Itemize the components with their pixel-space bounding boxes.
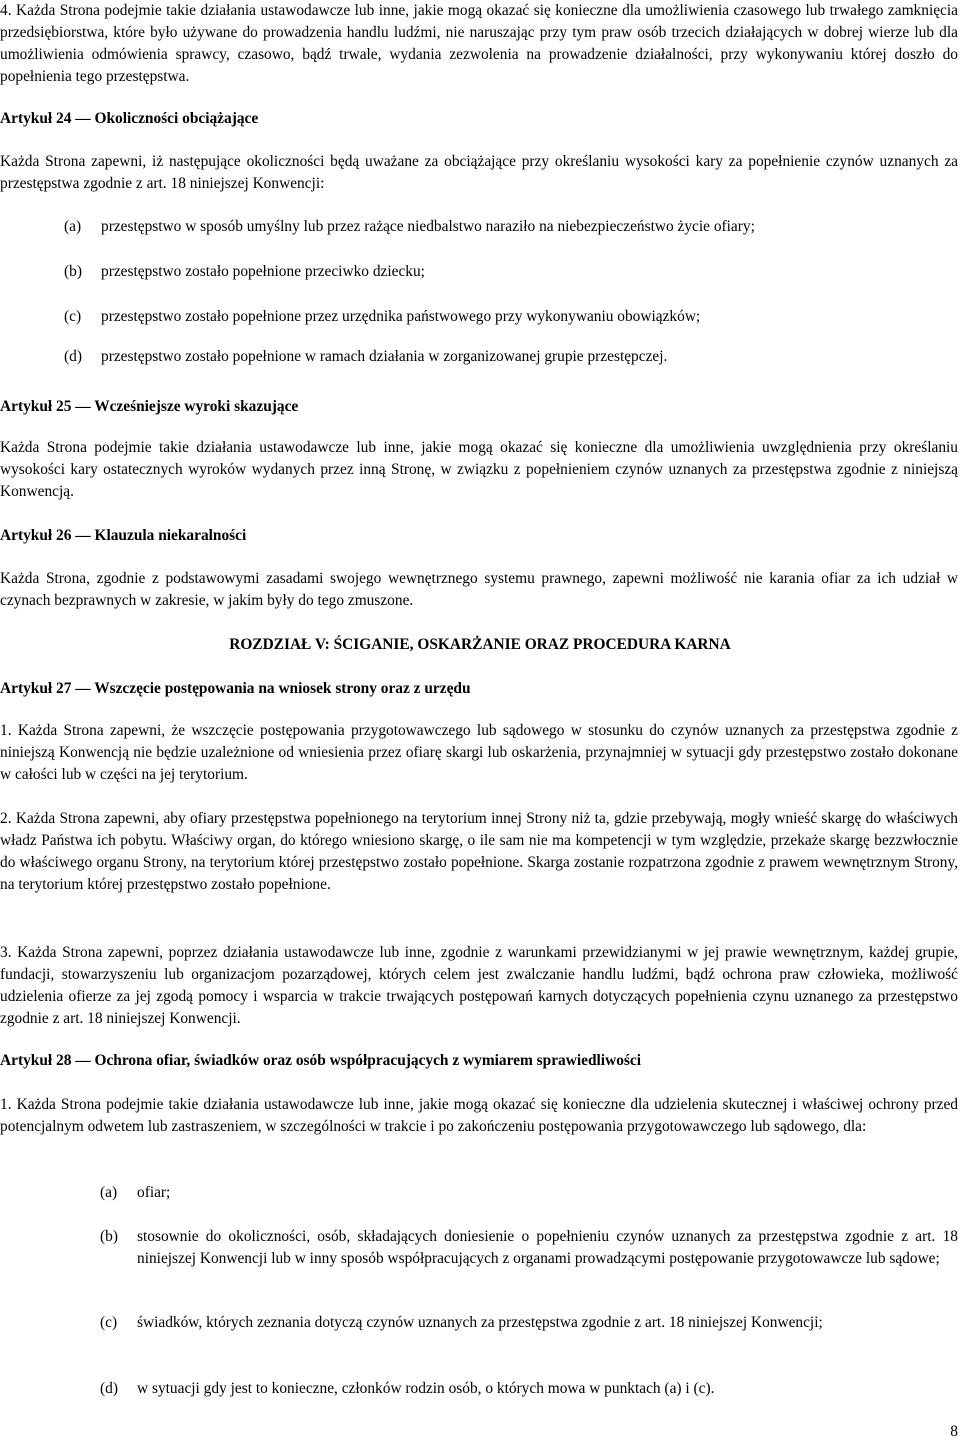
article-26-text: Każda Strona, zgodnie z podstawowymi zasadami swojego wewnętrznego systemu prawnego, zapewni możliwość nie karania ofiar za ich udział w czynach bezprawnych w zakresie, w jakim były do tego zmuszone.	[0, 570, 958, 609]
list-item-label: (b)	[64, 263, 82, 280]
article-27-paragraph-1: 1. Każda Strona zapewni, że wszczęcie postępowania przygotowawczego lub sądowego w stosunku do czynów uznanych za przestępstwa zgodnie z niniejszą Konwencją nie będzie uzależnione od wniesienia przez ofiarę skargi lub oskarżenia, przynajmniej w sytuacji gdy przestępstwo zostało dokonane w całości lub w części na jej terytorium.	[0, 722, 958, 783]
list-item-text: ofiar;	[137, 1184, 171, 1201]
article-25-text: Każda Strona podejmie takie działania ustawodawcze lub inne, jakie mogą okazać się konieczne dla umożliwienia uwzględnienia przy określaniu wysokości kary ostatecznych wyroków wydanych przez inną Stronę, w związku z popełnieniem czynów uznanych za przestępstwa zgodnie z niniejszą Konwencją.	[0, 439, 958, 500]
list-item-text: przestępstwo zostało popełnione przeciwko dziecku;	[101, 263, 425, 280]
list-item-text: w sytuacji gdy jest to konieczne, członków rodzin osób, o których mowa w punktach (a) i (c).	[137, 1380, 715, 1397]
list-item-text: przestępstwo zostało popełnione w ramach działania w zorganizowanej grupie przestępczej.	[101, 348, 668, 365]
list-item-label: (a)	[100, 1184, 118, 1201]
list-item-label: (c)	[64, 308, 82, 325]
article-27-paragraph-3: 3. Każda Strona zapewni, poprzez działania ustawodawcze lub inne, zgodnie z warunkami przewidzianymi w jej prawie wewnętrznym, każdej grupie, fundacji, stowarzyszeniu lub organizacjom pozarządowej, których celem jest zwalczanie handlu ludźmi, bądź ochrona praw człowieka, możliwość udzielenia ofierze za jej zgodą pomocy i wsparcia w trakcie trwających postępowań karnych dotyczących popełnienia czynu uznanego za przestępstwo zgodnie z art. 18 niniejszej Konwencji.	[0, 944, 958, 1027]
list-item-text: przestępstwo zostało popełnione przez urzędnika państwowego przy wykonywaniu obowiązków;	[101, 308, 701, 325]
list-item-label: (d)	[100, 1380, 118, 1397]
article-24-intro: Każda Strona zapewni, iż następujące okoliczności będą uważane za obciążające przy określaniu wysokości kary za popełnienie czynów uznanych za przestępstwa zgodnie z art. 18 niniejszej Konwencji:	[0, 153, 958, 192]
list-item-text: przestępstwo w sposób umyślny lub przez rażące niedbalstwo naraziło na niebezpieczeństwo życie ofiary;	[101, 218, 755, 235]
list-item-label: (d)	[64, 348, 82, 365]
list-item-text: stosownie do okoliczności, osób, składających doniesienie o popełnieniu czynów uznanych za przestępstwa zgodnie z art. 18 niniejszej Konwencji lub w inny sposób współpracujących z organami prowadzącymi postępowanie przygotowawcze lub sądowe;	[137, 1228, 958, 1267]
article-28-intro: 1. Każda Strona podejmie takie działania ustawodawcze lub inne, jakie mogą okazać się konieczne dla udzielenia skutecznej i właściwej ochrony przed potencjalnym odwetem lub zastraszeniem, w szczególności w trakcie i po zakończeniu postępowania przygotowawczego lub sądowego, dla:	[0, 1096, 958, 1135]
article-26-heading: Artykuł 26 — Klauzula niekaralności	[0, 527, 247, 544]
article-25-heading: Artykuł 25 — Wcześniejsze wyroki skazujące	[0, 398, 299, 415]
article-27-paragraph-2: 2. Każda Strona zapewni, aby ofiary przestępstwa popełnionego na terytorium innej Strony niż ta, gdzie przebywają, mogły wnieść skargę do właściwych władz Państwa ich pobytu. Właściwy organ, do którego wniesiono skargę, o ile sam nie ma kompetencji w tym względzie, przekaże skargę bezzwłocznie do właściwego organu Strony, na terytorium której przestępstwo zostało popełnione. Skarga zostanie rozpatrzona zgodnie z prawem wewnętrznym Strony, na terytorium której przestępstwo zostało popełnione.	[0, 810, 958, 893]
chapter-title: ROZDZIAŁ V: ŚCIGANIE, OSKARŻANIE ORAZ PROCEDURA KARNA	[229, 636, 731, 653]
article-24-heading: Artykuł 24 — Okoliczności obciążające	[0, 110, 259, 127]
article-28-heading: Artykuł 28 — Ochrona ofiar, świadków oraz osób współpracujących z wymiarem sprawiedliwości	[0, 1052, 641, 1069]
article-27-heading: Artykuł 27 — Wszczęcie postępowania na wniosek strony oraz z urzędu	[0, 680, 471, 697]
list-item-label: (a)	[64, 218, 82, 235]
page-number: 8	[950, 1423, 958, 1440]
intro-paragraph: 4. Każda Strona podejmie takie działania ustawodawcze lub inne, jakie mogą okazać się konieczne dla umożliwienia czasowego lub trwałego zamknięcia przedsiębiorstwa, które było używane do prowadzenia handlu ludźmi, nie naruszając przy tym praw osób trzecich działających w dobrej wierze lub dla umożliwienia odmówienia sprawcy, czasowo, bądź trwale, wydania zezwolenia na prowadzenie działalności, przy wykonywaniu której doszło do popełnienia tego przestępstwa.	[0, 2, 958, 85]
list-item-label: (c)	[100, 1314, 118, 1331]
list-item-label: (b)	[100, 1228, 118, 1245]
list-item-text: świadków, których zeznania dotyczą czynów uznanych za przestępstwa zgodnie z art. 18 niniejszej Konwencji;	[137, 1314, 823, 1331]
